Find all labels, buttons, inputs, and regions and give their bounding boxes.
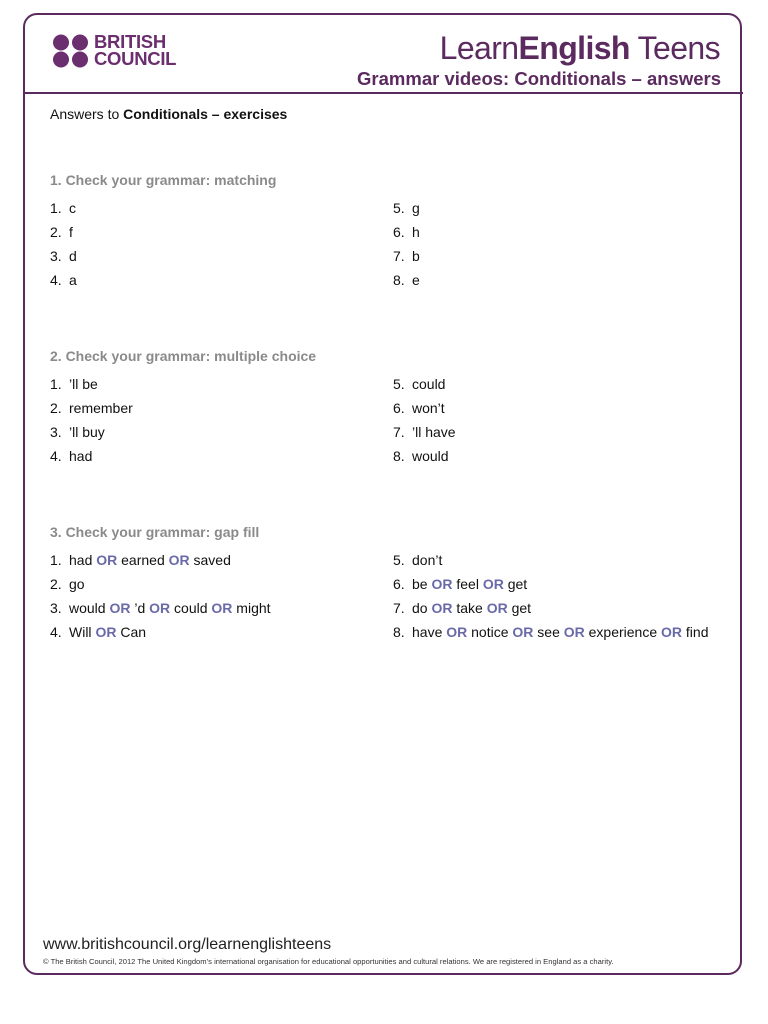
answer-item: [393, 376, 456, 400]
answer-text: find: [682, 624, 709, 640]
answer-column-right: [393, 200, 420, 296]
answer-item: [393, 600, 709, 624]
or-keyword: OR: [211, 600, 233, 616]
brand-english: English: [518, 30, 630, 66]
answer-text: could: [412, 376, 446, 392]
answer-number: 3.: [50, 248, 62, 264]
answer-text: go: [69, 576, 85, 592]
answer-item: [393, 200, 420, 224]
learnenglish-teens-brand: [440, 30, 720, 67]
answer-item: [50, 424, 133, 448]
or-keyword: OR: [512, 624, 534, 640]
answer-text: would: [69, 600, 110, 616]
section-title: 2. Check your grammar: multiple choice: [50, 348, 317, 364]
or-keyword: OR: [661, 624, 683, 640]
answer-text: a: [69, 272, 77, 288]
answer-text: would: [412, 448, 449, 464]
answer-text: ’d: [130, 600, 150, 616]
section-title: 1. Check your grammar: matching: [50, 172, 277, 188]
section-title: 3. Check your grammar: gap fill: [50, 524, 260, 540]
answer-column-right: [393, 376, 456, 472]
answer-text: take: [452, 600, 487, 616]
answer-text: remember: [69, 400, 133, 416]
answer-number: 5.: [393, 200, 405, 216]
answer-text: e: [412, 272, 420, 288]
answer-number: 4.: [50, 448, 62, 464]
or-keyword: OR: [482, 576, 504, 592]
answer-item: [393, 576, 709, 600]
intro-bold: Conditionals – exercises: [123, 106, 288, 122]
answer-text: ’ll have: [412, 424, 456, 440]
answer-number: 3.: [50, 424, 62, 440]
org-name-line1: BRITISH: [94, 31, 166, 52]
header-divider: [24, 92, 743, 94]
answer-item: [393, 624, 709, 648]
answer-number: 6.: [393, 576, 405, 592]
answer-number: 8.: [393, 624, 405, 640]
or-keyword: OR: [109, 600, 131, 616]
or-keyword: OR: [431, 576, 453, 592]
answer-text: earned: [117, 552, 169, 568]
brand-teens: Teens: [629, 30, 720, 66]
or-keyword: OR: [446, 624, 468, 640]
answer-column-right: [393, 552, 709, 648]
answer-item: [393, 400, 456, 424]
answer-text: Can: [116, 624, 147, 640]
answer-number: 7.: [393, 424, 405, 440]
answer-number: 7.: [393, 600, 405, 616]
answer-item: [50, 248, 77, 272]
answer-column-left: [50, 376, 133, 472]
footer-copyright: © The British Council, 2012 The United Kingdom’s international organisation for educational opportunities and cultural relations. We are registered in England as a charity.: [43, 957, 614, 966]
answer-item: [393, 552, 709, 576]
answer-text: notice: [467, 624, 513, 640]
answer-text: had: [69, 448, 93, 464]
answer-item: [50, 224, 77, 248]
answer-text: have: [412, 624, 447, 640]
answer-text: get: [507, 600, 532, 616]
answer-column-left: [50, 552, 271, 648]
answer-text: d: [69, 248, 77, 264]
answer-text: feel: [452, 576, 483, 592]
answer-text: see: [533, 624, 564, 640]
answer-number: 1.: [50, 552, 62, 568]
answer-number: 4.: [50, 272, 62, 288]
answer-text: h: [412, 224, 420, 240]
answer-item: [50, 272, 77, 296]
answer-number: 6.: [393, 224, 405, 240]
or-keyword: OR: [486, 600, 508, 616]
answer-text: don’t: [412, 552, 443, 568]
answer-number: 8.: [393, 272, 405, 288]
answer-item: [50, 552, 271, 576]
org-name: [94, 31, 177, 69]
answer-text: might: [232, 600, 271, 616]
answer-item: [50, 376, 133, 400]
answer-text: do: [412, 600, 432, 616]
answer-text: won’t: [412, 400, 445, 416]
answer-item: [50, 448, 133, 472]
answer-number: 5.: [393, 552, 405, 568]
page-frame: [23, 13, 742, 975]
answer-text: f: [69, 224, 73, 240]
answer-text: be: [412, 576, 432, 592]
answer-number: 1.: [50, 376, 62, 392]
answer-item: [393, 224, 420, 248]
answer-item: [50, 400, 133, 424]
answer-item: [393, 448, 456, 472]
intro-prefix: Answers to: [50, 106, 124, 122]
or-keyword: OR: [95, 624, 117, 640]
answer-text: g: [412, 200, 420, 216]
answer-column-left: [50, 200, 77, 296]
answer-number: 2.: [50, 400, 62, 416]
answer-number: 4.: [50, 624, 62, 640]
answer-text: ’ll be: [69, 376, 98, 392]
answer-number: 2.: [50, 576, 62, 592]
answer-item: [393, 272, 420, 296]
or-keyword: OR: [168, 552, 190, 568]
answer-text: could: [170, 600, 212, 616]
intro-line: [50, 106, 287, 122]
answer-item: [50, 200, 77, 224]
document-title: Grammar videos: Conditionals – answers: [357, 68, 721, 89]
footer-url: www.britishcouncil.org/learnenglishteens: [43, 936, 332, 953]
answer-item: [50, 576, 271, 600]
answer-text: Will: [69, 624, 96, 640]
answer-number: 8.: [393, 448, 405, 464]
answer-item: [50, 600, 271, 624]
answer-number: 3.: [50, 600, 62, 616]
or-keyword: OR: [149, 600, 171, 616]
answer-text: saved: [189, 552, 231, 568]
answer-text: c: [69, 200, 76, 216]
answer-item: [393, 248, 420, 272]
answer-text: had: [69, 552, 97, 568]
answer-text: b: [412, 248, 420, 264]
org-name-line2: COUNCIL: [94, 47, 177, 69]
answer-number: 2.: [50, 224, 62, 240]
answer-text: experience: [584, 624, 662, 640]
answer-number: 7.: [393, 248, 405, 264]
answer-text: ’ll buy: [69, 424, 105, 440]
or-keyword: OR: [96, 552, 118, 568]
answer-number: 1.: [50, 200, 62, 216]
brand-learn: Learn: [439, 30, 519, 66]
answer-item: [50, 624, 271, 648]
answer-text: get: [503, 576, 528, 592]
answer-number: 5.: [393, 376, 405, 392]
or-keyword: OR: [431, 600, 453, 616]
british-council-logo-icon: [52, 34, 92, 68]
or-keyword: OR: [563, 624, 585, 640]
answer-number: 6.: [393, 400, 405, 416]
answer-item: [393, 424, 456, 448]
